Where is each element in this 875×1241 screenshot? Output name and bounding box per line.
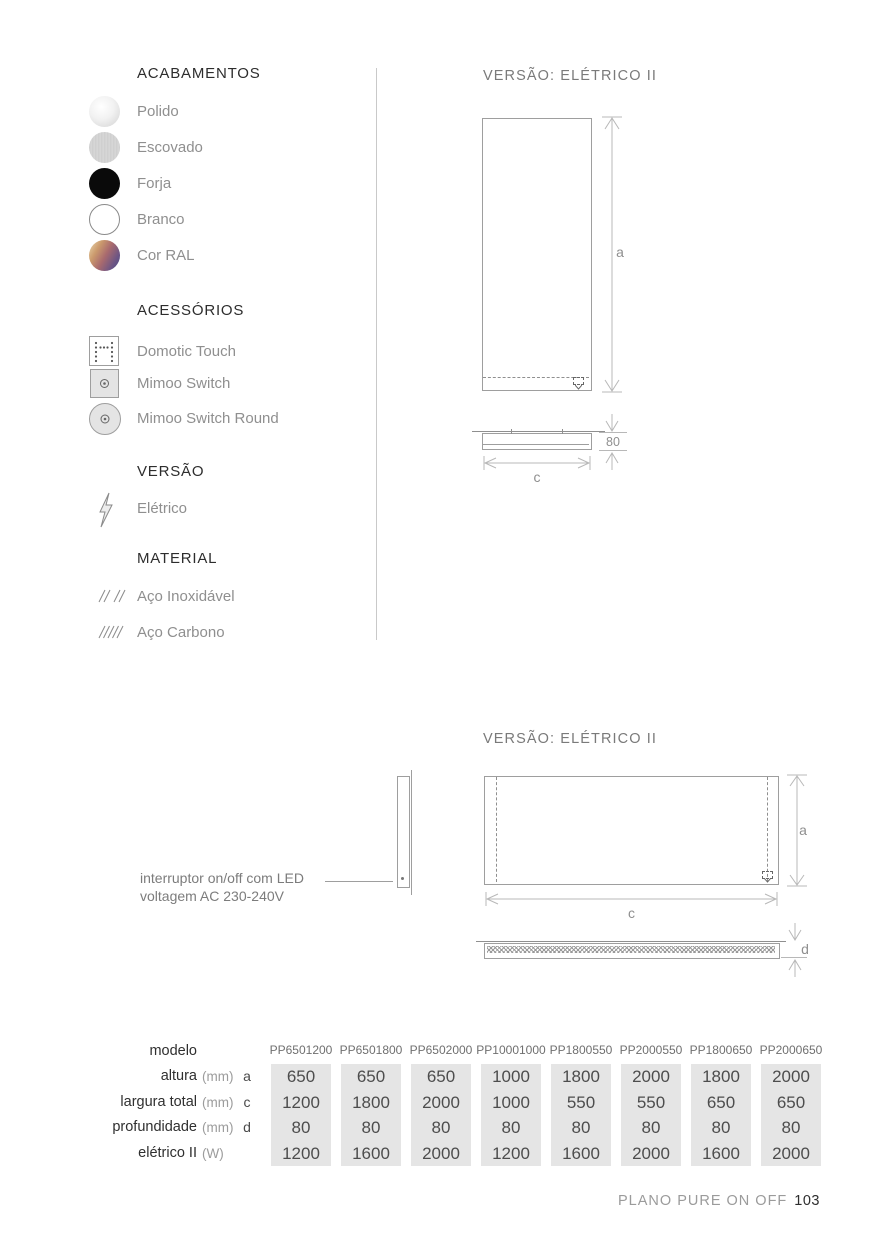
column-shade xyxy=(761,1064,821,1166)
cell-value: 650 xyxy=(426,1067,456,1086)
accessory-label: Mimoo Switch xyxy=(137,375,231,392)
row-unit: (W) xyxy=(202,1145,224,1161)
panel-side-view xyxy=(397,776,410,888)
legend-divider xyxy=(376,68,377,640)
version-label: Elétrico xyxy=(137,500,188,517)
domotic-touch-icon xyxy=(89,336,119,366)
cell-value: 1200 xyxy=(282,1092,320,1112)
diagram-title: VERSÃO: ELÉTRICO II xyxy=(483,68,657,84)
panel-dashed-line xyxy=(767,777,768,882)
version-heading: VERSÃO xyxy=(137,463,205,480)
cor-ral-swatch-icon xyxy=(89,240,120,271)
dim-tick xyxy=(599,432,627,433)
wall-line xyxy=(472,431,605,432)
page-number: 103 xyxy=(794,1193,820,1209)
cell-value: 80 xyxy=(361,1118,381,1137)
bracket-tick xyxy=(562,429,563,434)
mimoo-switch-round-icon xyxy=(89,403,121,435)
panel-dashed-line xyxy=(496,777,497,882)
cell-value: 1600 xyxy=(352,1143,390,1163)
wall-line xyxy=(476,941,786,942)
row-label: profundidade xyxy=(112,1119,197,1135)
cell-value: 2000 xyxy=(632,1143,670,1163)
column-shade xyxy=(411,1064,471,1166)
panel-inner-line xyxy=(483,444,589,445)
row-letter: a xyxy=(243,1068,251,1084)
cell-value: 80 xyxy=(501,1118,521,1137)
cell-value: 1600 xyxy=(562,1143,600,1163)
dim-d-arrow-bottom xyxy=(787,959,803,978)
dim-80-arrow-top xyxy=(604,413,620,432)
dim-d-label: d xyxy=(801,941,809,957)
note-leader-line xyxy=(325,881,393,882)
switch-mark-arrow xyxy=(764,878,771,883)
dim-tick xyxy=(599,450,627,451)
dim-80-label: 80 xyxy=(606,435,620,449)
cell-value: 1800 xyxy=(352,1092,390,1112)
cell-value: 80 xyxy=(571,1118,591,1137)
switch-note-line1: interruptor on/off com LED xyxy=(140,870,304,886)
spec-column xyxy=(761,1040,821,1166)
cell-value: 550 xyxy=(566,1092,596,1112)
carbon-hatch-icon xyxy=(98,625,126,639)
dim-a-label: a xyxy=(616,244,624,260)
switch-mark xyxy=(573,377,584,385)
row-label: altura xyxy=(160,1068,197,1084)
row-letter: d xyxy=(243,1119,251,1135)
cell-value: 1200 xyxy=(282,1143,320,1163)
cell-value: 2000 xyxy=(772,1143,810,1163)
spec-column xyxy=(621,1040,681,1166)
page-footer xyxy=(618,1193,820,1209)
spec-column xyxy=(476,1040,546,1166)
switch-mark-arrow xyxy=(575,385,582,390)
cell-value: 1000 xyxy=(492,1092,530,1112)
row-letter: c xyxy=(243,1093,251,1110)
model-code: PP1800550 xyxy=(549,1043,613,1057)
material-heading: MATERIAL xyxy=(137,550,218,567)
accessory-label: Mimoo Switch Round xyxy=(137,410,279,427)
table-corner-label: modelo xyxy=(149,1043,197,1059)
cell-value: 1800 xyxy=(562,1067,600,1086)
inox-hatch-icon xyxy=(98,589,126,603)
spec-column xyxy=(271,1040,331,1166)
cell-value: 650 xyxy=(356,1067,386,1086)
spec-column xyxy=(551,1040,611,1166)
panel-bottom-view xyxy=(482,433,592,450)
row-label: elétrico II xyxy=(138,1144,197,1161)
lightning-icon xyxy=(97,492,115,528)
cell-value: 2000 xyxy=(422,1143,460,1163)
dim-tick xyxy=(781,957,807,958)
cell-value: 650 xyxy=(706,1092,736,1112)
column-shade xyxy=(271,1064,331,1166)
cell-value: 80 xyxy=(641,1118,661,1137)
cell-value: 80 xyxy=(431,1118,451,1137)
column-shade xyxy=(551,1064,611,1166)
material-label: Aço Carbono xyxy=(137,624,225,641)
mimoo-switch-icon xyxy=(90,369,119,398)
finish-label: Branco xyxy=(137,211,185,228)
model-code: PP6502000 xyxy=(409,1043,473,1057)
model-code: PP2000650 xyxy=(759,1043,823,1057)
cell-value: 80 xyxy=(781,1118,801,1137)
model-code: PP1800650 xyxy=(689,1043,753,1057)
column-shade xyxy=(341,1064,401,1166)
model-code: PP6501800 xyxy=(339,1043,403,1057)
row-unit: (mm) xyxy=(202,1120,234,1135)
model-code: PP10001000 xyxy=(476,1043,546,1057)
spec-column xyxy=(691,1040,751,1166)
cell-value: 2000 xyxy=(422,1092,460,1112)
accessory-label: Domotic Touch xyxy=(137,343,236,360)
column-shade xyxy=(621,1064,681,1166)
cell-value: 650 xyxy=(776,1092,806,1112)
panel-front-view xyxy=(482,118,592,391)
finish-label: Escovado xyxy=(137,139,203,156)
model-code: PP6501200 xyxy=(269,1043,333,1057)
row-label: largura total xyxy=(120,1093,197,1110)
cell-value: 650 xyxy=(286,1067,316,1086)
column-shade xyxy=(691,1064,751,1166)
model-code: PP2000550 xyxy=(619,1043,683,1057)
cell-value: 1800 xyxy=(702,1067,740,1086)
forja-swatch-icon xyxy=(89,168,120,199)
material-label: Aço Inoxidável xyxy=(137,588,235,605)
branco-swatch-icon xyxy=(89,204,120,235)
cell-value: 2000 xyxy=(632,1067,670,1086)
panel-front-wide-view xyxy=(484,776,779,885)
dim-c-label: c xyxy=(533,469,541,485)
heating-element-hatch xyxy=(487,946,775,953)
dim-a-label: a xyxy=(799,822,807,838)
dim-d-arrow-top xyxy=(787,922,803,941)
cell-value: 1000 xyxy=(492,1067,530,1086)
wall-line-side xyxy=(411,770,412,895)
diagram-title: VERSÃO: ELÉTRICO II xyxy=(483,731,657,747)
cell-value: 80 xyxy=(291,1118,311,1137)
finishes-heading: ACABAMENTOS xyxy=(137,65,261,82)
finish-label: Cor RAL xyxy=(137,247,195,264)
cell-value: 2000 xyxy=(772,1067,810,1086)
row-unit: (mm) xyxy=(202,1094,234,1110)
spec-column xyxy=(411,1040,471,1166)
finish-label: Forja xyxy=(137,175,172,192)
bracket-tick xyxy=(511,429,512,434)
polido-swatch-icon xyxy=(89,96,120,127)
spec-column xyxy=(341,1040,401,1166)
cell-value: 1600 xyxy=(702,1143,740,1163)
series-name: PLANO PURE ON OFF xyxy=(618,1193,788,1209)
cell-value: 1200 xyxy=(492,1143,530,1163)
cell-value: 80 xyxy=(711,1118,731,1137)
cell-value: 550 xyxy=(636,1092,666,1112)
dim-80-arrow-bottom xyxy=(604,452,620,471)
escovado-swatch-icon xyxy=(89,132,120,163)
switch-note-line2: voltagem AC 230-240V xyxy=(140,888,284,904)
switch-dot xyxy=(401,877,404,880)
column-shade xyxy=(481,1064,541,1166)
row-unit: (mm) xyxy=(202,1069,234,1084)
dim-c-label: c xyxy=(628,905,635,921)
accessories-heading: ACESSÓRIOS xyxy=(137,302,245,319)
finish-label: Polido xyxy=(137,103,179,120)
